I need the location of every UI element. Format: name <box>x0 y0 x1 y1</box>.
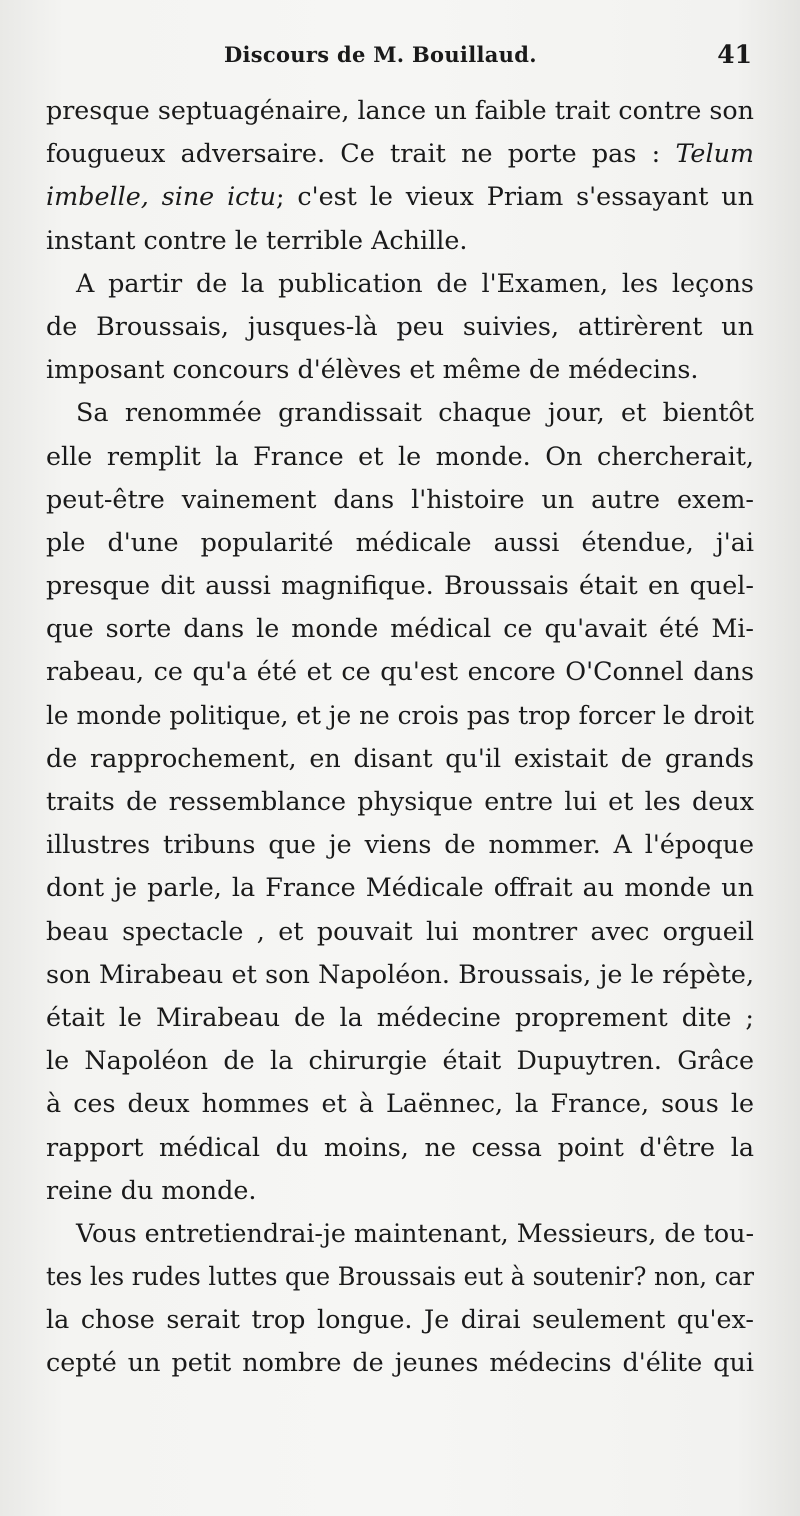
text-line: fougueux adversaire. Ce trait ne porte pas : Telum <box>46 138 754 169</box>
text-line: rabeau, ce qu'a été et ce qu'est encore O'Connel dans <box>46 656 754 687</box>
text-line: de rapprochement, en disant qu'il existait de grands <box>46 742 754 773</box>
page-header <box>44 40 756 80</box>
text-line: que sorte dans le monde médical ce qu'avait été Mi- <box>46 613 754 644</box>
text-line: presque dit aussi magnifique. Broussais était en quel- <box>46 570 754 601</box>
text-line: Vous entretiendrai-je maintenant, Messieurs, de tou- <box>76 1217 754 1248</box>
text-line: la chose serait trop longue. Je dirai seulement qu'ex- <box>46 1304 754 1335</box>
text-line: cepté un petit nombre de jeunes médecins d'élite qui <box>46 1347 754 1378</box>
text-line: à ces deux hommes et à Laënnec, la France, sous le <box>46 1088 754 1119</box>
text-line: le monde politique, et je ne crois pas trop forcer le droit <box>46 699 754 730</box>
text-line: beau spectacle , et pouvait lui montrer avec orgueil <box>46 915 754 946</box>
text-line: dont je parle, la France Médicale offrait au monde un <box>46 872 754 903</box>
text-line: presque septuagénaire, lance un faible trait contre son <box>46 95 754 125</box>
text-line: était le Mirabeau de la médecine proprement dite ; <box>46 1001 754 1032</box>
text-line: ple d'une popularité médicale aussi étendue, j'ai <box>46 526 754 557</box>
text-line: reine du monde. <box>46 1174 257 1205</box>
text-line: son Mirabeau et son Napoléon. Broussais, je le répète, <box>46 958 754 989</box>
body-text <box>46 89 754 1385</box>
text-line: imbelle, sine ictu; c'est le vieux Priam s'essayant un <box>46 181 754 212</box>
text-line: illustres tribuns que je viens de nommer. A l'époque <box>46 829 754 860</box>
text-line: A partir de la publication de l'Examen, les leçons <box>76 267 754 298</box>
text-line: traits de ressemblance physique entre lui et les deux <box>46 786 754 816</box>
text-line: elle remplit la France et le monde. On chercherait, <box>46 440 754 471</box>
page-number: 41 <box>717 40 752 69</box>
running-head: Discours de M. Bouillaud. <box>224 42 537 67</box>
text-line: tes les rudes luttes que Broussais eut à soutenir? non, car <box>46 1261 754 1292</box>
text-line: Sa renommée grandissait chaque jour, et bientôt <box>76 397 754 428</box>
text-line: instant contre le terrible Achille. <box>46 224 468 255</box>
text-line: peut-être vainement dans l'histoire un autre exem- <box>46 483 754 514</box>
text-line: de Broussais, jusques-là peu suivies, attirèrent un <box>46 310 754 341</box>
text-line: imposant concours d'élèves et même de médecins. <box>46 354 699 385</box>
text-line: rapport médical du moins, ne cessa point d'être la <box>46 1131 754 1162</box>
text-line: le Napoléon de la chirurgie était Dupuytren. Grâce <box>46 1045 754 1076</box>
